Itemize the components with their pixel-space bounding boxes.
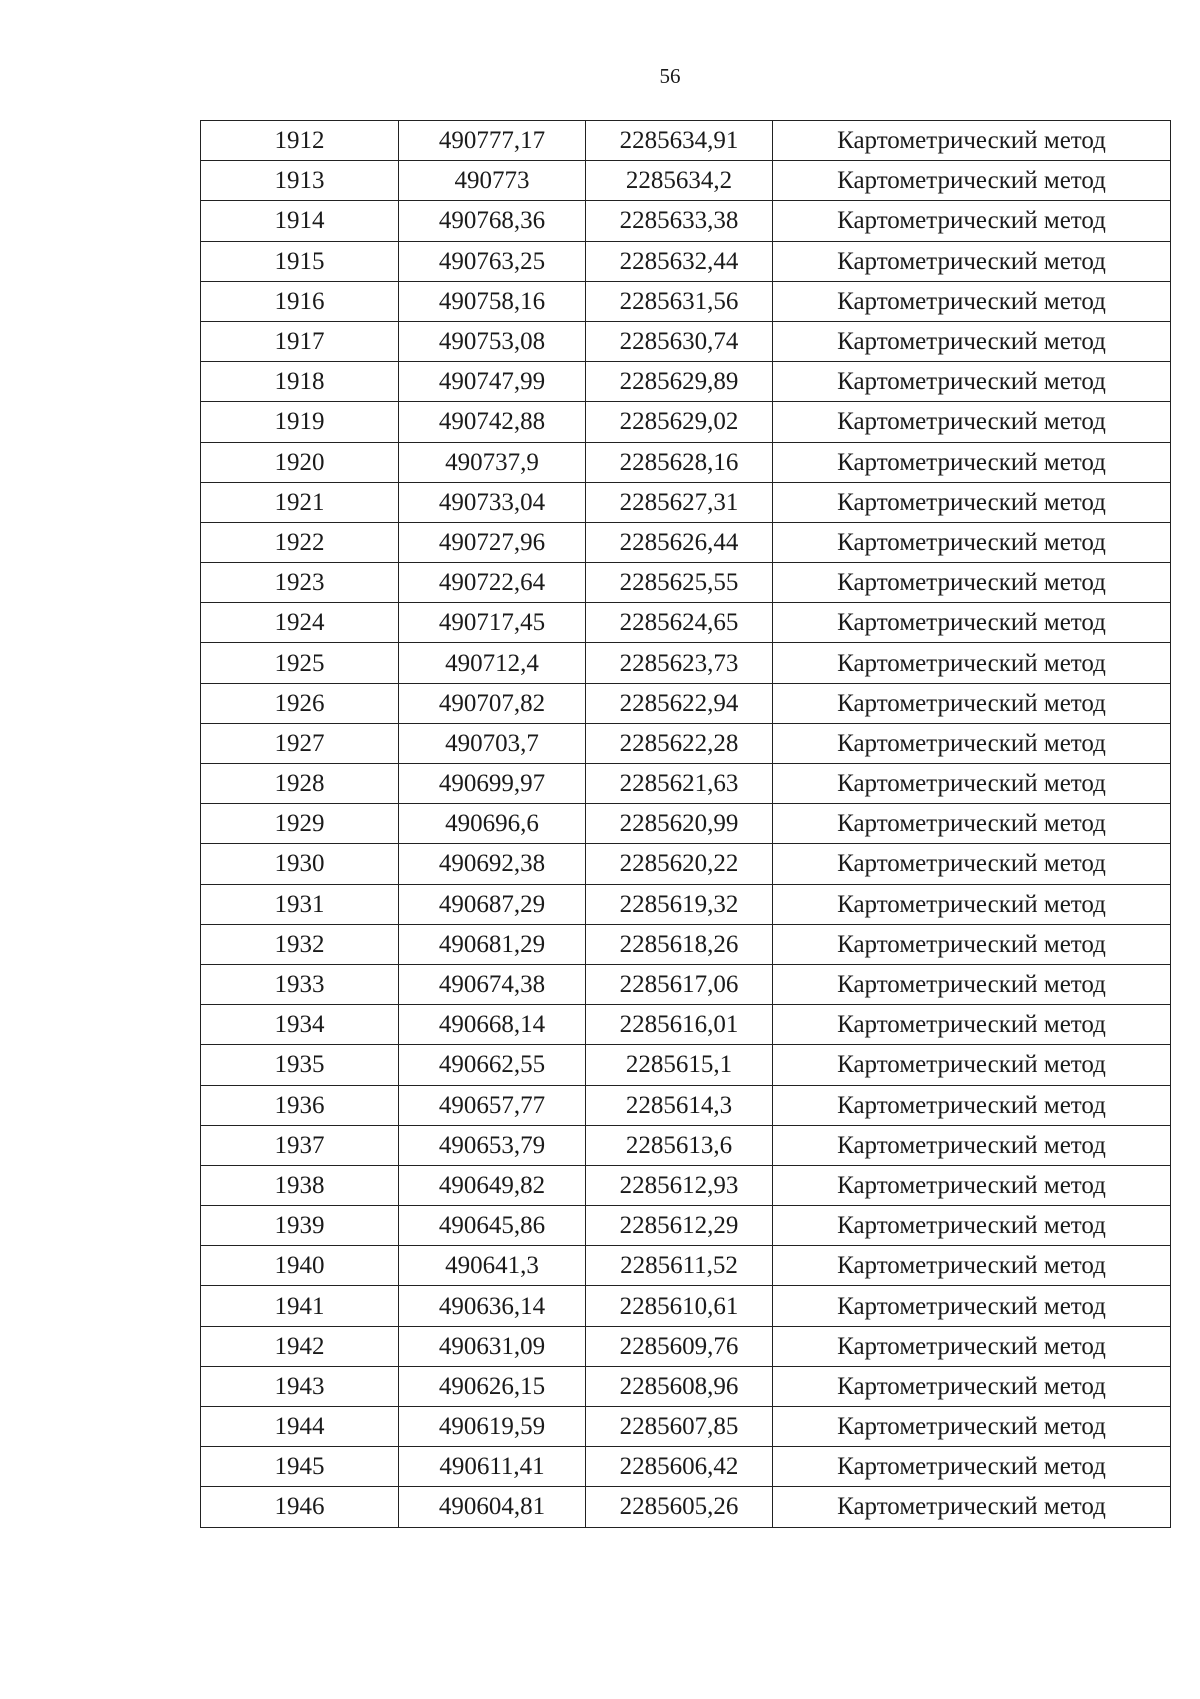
method-cell: Картометрический метод	[773, 764, 1171, 804]
point-number-cell: 1931	[201, 884, 399, 924]
table-row	[201, 683, 1171, 723]
x-coordinate-cell: 490668,14	[399, 1005, 586, 1045]
y-coordinate-cell: 2285611,52	[586, 1246, 773, 1286]
x-coordinate-cell: 490604,81	[399, 1487, 586, 1527]
table-row	[201, 281, 1171, 321]
method-cell: Картометрический метод	[773, 1407, 1171, 1447]
y-coordinate-cell: 2285622,28	[586, 723, 773, 763]
point-number-cell: 1932	[201, 924, 399, 964]
y-coordinate-cell: 2285630,74	[586, 321, 773, 361]
y-coordinate-cell: 2285624,65	[586, 603, 773, 643]
y-coordinate-cell: 2285628,16	[586, 442, 773, 482]
y-coordinate-cell: 2285612,93	[586, 1165, 773, 1205]
table-row	[201, 924, 1171, 964]
y-coordinate-cell: 2285632,44	[586, 241, 773, 281]
point-number-cell: 1935	[201, 1045, 399, 1085]
y-coordinate-cell: 2285629,89	[586, 362, 773, 402]
y-coordinate-cell: 2285621,63	[586, 764, 773, 804]
table-row	[201, 1005, 1171, 1045]
y-coordinate-cell: 2285631,56	[586, 281, 773, 321]
table-row	[201, 804, 1171, 844]
x-coordinate-cell: 490768,36	[399, 201, 586, 241]
point-number-cell: 1923	[201, 563, 399, 603]
y-coordinate-cell: 2285615,1	[586, 1045, 773, 1085]
method-cell: Картометрический метод	[773, 402, 1171, 442]
x-coordinate-cell: 490737,9	[399, 442, 586, 482]
method-cell: Картометрический метод	[773, 1366, 1171, 1406]
point-number-cell: 1933	[201, 964, 399, 1004]
table-row	[201, 1447, 1171, 1487]
y-coordinate-cell: 2285629,02	[586, 402, 773, 442]
x-coordinate-cell: 490717,45	[399, 603, 586, 643]
table-row	[201, 723, 1171, 763]
x-coordinate-cell: 490631,09	[399, 1326, 586, 1366]
y-coordinate-cell: 2285606,42	[586, 1447, 773, 1487]
method-cell: Картометрический метод	[773, 281, 1171, 321]
point-number-cell: 1925	[201, 643, 399, 683]
table-row	[201, 844, 1171, 884]
method-cell: Картометрический метод	[773, 683, 1171, 723]
point-number-cell: 1918	[201, 362, 399, 402]
y-coordinate-cell: 2285609,76	[586, 1326, 773, 1366]
x-coordinate-cell: 490763,25	[399, 241, 586, 281]
method-cell: Картометрический метод	[773, 1165, 1171, 1205]
y-coordinate-cell: 2285620,99	[586, 804, 773, 844]
y-coordinate-cell: 2285616,01	[586, 1005, 773, 1045]
table-row	[201, 643, 1171, 683]
table-row	[201, 482, 1171, 522]
table-row	[201, 764, 1171, 804]
x-coordinate-cell: 490611,41	[399, 1447, 586, 1487]
method-cell: Картометрический метод	[773, 924, 1171, 964]
point-number-cell: 1924	[201, 603, 399, 643]
point-number-cell: 1941	[201, 1286, 399, 1326]
x-coordinate-cell: 490758,16	[399, 281, 586, 321]
x-coordinate-cell: 490681,29	[399, 924, 586, 964]
table-row	[201, 1286, 1171, 1326]
y-coordinate-cell: 2285607,85	[586, 1407, 773, 1447]
y-coordinate-cell: 2285627,31	[586, 482, 773, 522]
y-coordinate-cell: 2285618,26	[586, 924, 773, 964]
point-number-cell: 1934	[201, 1005, 399, 1045]
point-number-cell: 1942	[201, 1326, 399, 1366]
table-row	[201, 964, 1171, 1004]
method-cell: Картометрический метод	[773, 723, 1171, 763]
table-row	[201, 884, 1171, 924]
y-coordinate-cell: 2285605,26	[586, 1487, 773, 1527]
y-coordinate-cell: 2285610,61	[586, 1286, 773, 1326]
table-row	[201, 1206, 1171, 1246]
y-coordinate-cell: 2285634,91	[586, 121, 773, 161]
x-coordinate-cell: 490687,29	[399, 884, 586, 924]
x-coordinate-cell: 490707,82	[399, 683, 586, 723]
method-cell: Картометрический метод	[773, 563, 1171, 603]
coordinates-table-body	[201, 121, 1171, 1528]
method-cell: Картометрический метод	[773, 804, 1171, 844]
table-row	[201, 1125, 1171, 1165]
page-number: 56	[659, 64, 681, 88]
y-coordinate-cell: 2285619,32	[586, 884, 773, 924]
y-coordinate-cell: 2285620,22	[586, 844, 773, 884]
point-number-cell: 1913	[201, 161, 399, 201]
point-number-cell: 1919	[201, 402, 399, 442]
method-cell: Картометрический метод	[773, 884, 1171, 924]
method-cell: Картометрический метод	[773, 1045, 1171, 1085]
x-coordinate-cell: 490753,08	[399, 321, 586, 361]
table-row	[201, 362, 1171, 402]
table-row	[201, 1487, 1171, 1527]
point-number-cell: 1940	[201, 1246, 399, 1286]
x-coordinate-cell: 490619,59	[399, 1407, 586, 1447]
point-number-cell: 1926	[201, 683, 399, 723]
point-number-cell: 1916	[201, 281, 399, 321]
method-cell: Картометрический метод	[773, 1286, 1171, 1326]
method-cell: Картометрический метод	[773, 121, 1171, 161]
table-row	[201, 1366, 1171, 1406]
x-coordinate-cell: 490747,99	[399, 362, 586, 402]
x-coordinate-cell: 490645,86	[399, 1206, 586, 1246]
table-row	[201, 522, 1171, 562]
point-number-cell: 1912	[201, 121, 399, 161]
point-number-cell: 1922	[201, 522, 399, 562]
point-number-cell: 1928	[201, 764, 399, 804]
method-cell: Картометрический метод	[773, 1005, 1171, 1045]
table-row	[201, 201, 1171, 241]
y-coordinate-cell: 2285613,6	[586, 1125, 773, 1165]
y-coordinate-cell: 2285623,73	[586, 643, 773, 683]
y-coordinate-cell: 2285614,3	[586, 1085, 773, 1125]
y-coordinate-cell: 2285612,29	[586, 1206, 773, 1246]
method-cell: Картометрический метод	[773, 321, 1171, 361]
method-cell: Картометрический метод	[773, 161, 1171, 201]
method-cell: Картометрический метод	[773, 522, 1171, 562]
x-coordinate-cell: 490722,64	[399, 563, 586, 603]
x-coordinate-cell: 490649,82	[399, 1165, 586, 1205]
x-coordinate-cell: 490641,3	[399, 1246, 586, 1286]
method-cell: Картометрический метод	[773, 1447, 1171, 1487]
x-coordinate-cell: 490636,14	[399, 1286, 586, 1326]
method-cell: Картометрический метод	[773, 482, 1171, 522]
point-number-cell: 1917	[201, 321, 399, 361]
coordinates-table	[200, 120, 1171, 1528]
method-cell: Картометрический метод	[773, 442, 1171, 482]
table-row	[201, 161, 1171, 201]
y-coordinate-cell: 2285622,94	[586, 683, 773, 723]
table-row	[201, 603, 1171, 643]
method-cell: Картометрический метод	[773, 643, 1171, 683]
point-number-cell: 1943	[201, 1366, 399, 1406]
point-number-cell: 1915	[201, 241, 399, 281]
point-number-cell: 1937	[201, 1125, 399, 1165]
x-coordinate-cell: 490653,79	[399, 1125, 586, 1165]
table-row	[201, 1407, 1171, 1447]
x-coordinate-cell: 490699,97	[399, 764, 586, 804]
x-coordinate-cell: 490742,88	[399, 402, 586, 442]
x-coordinate-cell: 490674,38	[399, 964, 586, 1004]
method-cell: Картометрический метод	[773, 1125, 1171, 1165]
x-coordinate-cell: 490733,04	[399, 482, 586, 522]
method-cell: Картометрический метод	[773, 362, 1171, 402]
table-row	[201, 1045, 1171, 1085]
method-cell: Картометрический метод	[773, 201, 1171, 241]
table-row	[201, 121, 1171, 161]
y-coordinate-cell: 2285625,55	[586, 563, 773, 603]
y-coordinate-cell: 2285633,38	[586, 201, 773, 241]
method-cell: Картометрический метод	[773, 844, 1171, 884]
x-coordinate-cell: 490662,55	[399, 1045, 586, 1085]
x-coordinate-cell: 490657,77	[399, 1085, 586, 1125]
point-number-cell: 1936	[201, 1085, 399, 1125]
y-coordinate-cell: 2285626,44	[586, 522, 773, 562]
point-number-cell: 1946	[201, 1487, 399, 1527]
table-row	[201, 1165, 1171, 1205]
y-coordinate-cell: 2285634,2	[586, 161, 773, 201]
method-cell: Картометрический метод	[773, 1326, 1171, 1366]
x-coordinate-cell: 490777,17	[399, 121, 586, 161]
method-cell: Картометрический метод	[773, 1206, 1171, 1246]
point-number-cell: 1945	[201, 1447, 399, 1487]
point-number-cell: 1920	[201, 442, 399, 482]
method-cell: Картометрический метод	[773, 964, 1171, 1004]
method-cell: Картометрический метод	[773, 603, 1171, 643]
x-coordinate-cell: 490773	[399, 161, 586, 201]
table-row	[201, 442, 1171, 482]
x-coordinate-cell: 490712,4	[399, 643, 586, 683]
table-row	[201, 563, 1171, 603]
y-coordinate-cell: 2285617,06	[586, 964, 773, 1004]
x-coordinate-cell: 490696,6	[399, 804, 586, 844]
point-number-cell: 1930	[201, 844, 399, 884]
x-coordinate-cell: 490626,15	[399, 1366, 586, 1406]
point-number-cell: 1944	[201, 1407, 399, 1447]
point-number-cell: 1921	[201, 482, 399, 522]
x-coordinate-cell: 490703,7	[399, 723, 586, 763]
method-cell: Картометрический метод	[773, 1085, 1171, 1125]
x-coordinate-cell: 490727,96	[399, 522, 586, 562]
table-row	[201, 1246, 1171, 1286]
table-row	[201, 241, 1171, 281]
x-coordinate-cell: 490692,38	[399, 844, 586, 884]
table-row	[201, 402, 1171, 442]
point-number-cell: 1929	[201, 804, 399, 844]
table-row	[201, 1326, 1171, 1366]
method-cell: Картометрический метод	[773, 241, 1171, 281]
method-cell: Картометрический метод	[773, 1487, 1171, 1527]
y-coordinate-cell: 2285608,96	[586, 1366, 773, 1406]
point-number-cell: 1939	[201, 1206, 399, 1246]
table-row	[201, 321, 1171, 361]
point-number-cell: 1927	[201, 723, 399, 763]
table-row	[201, 1085, 1171, 1125]
method-cell: Картометрический метод	[773, 1246, 1171, 1286]
point-number-cell: 1938	[201, 1165, 399, 1205]
point-number-cell: 1914	[201, 201, 399, 241]
